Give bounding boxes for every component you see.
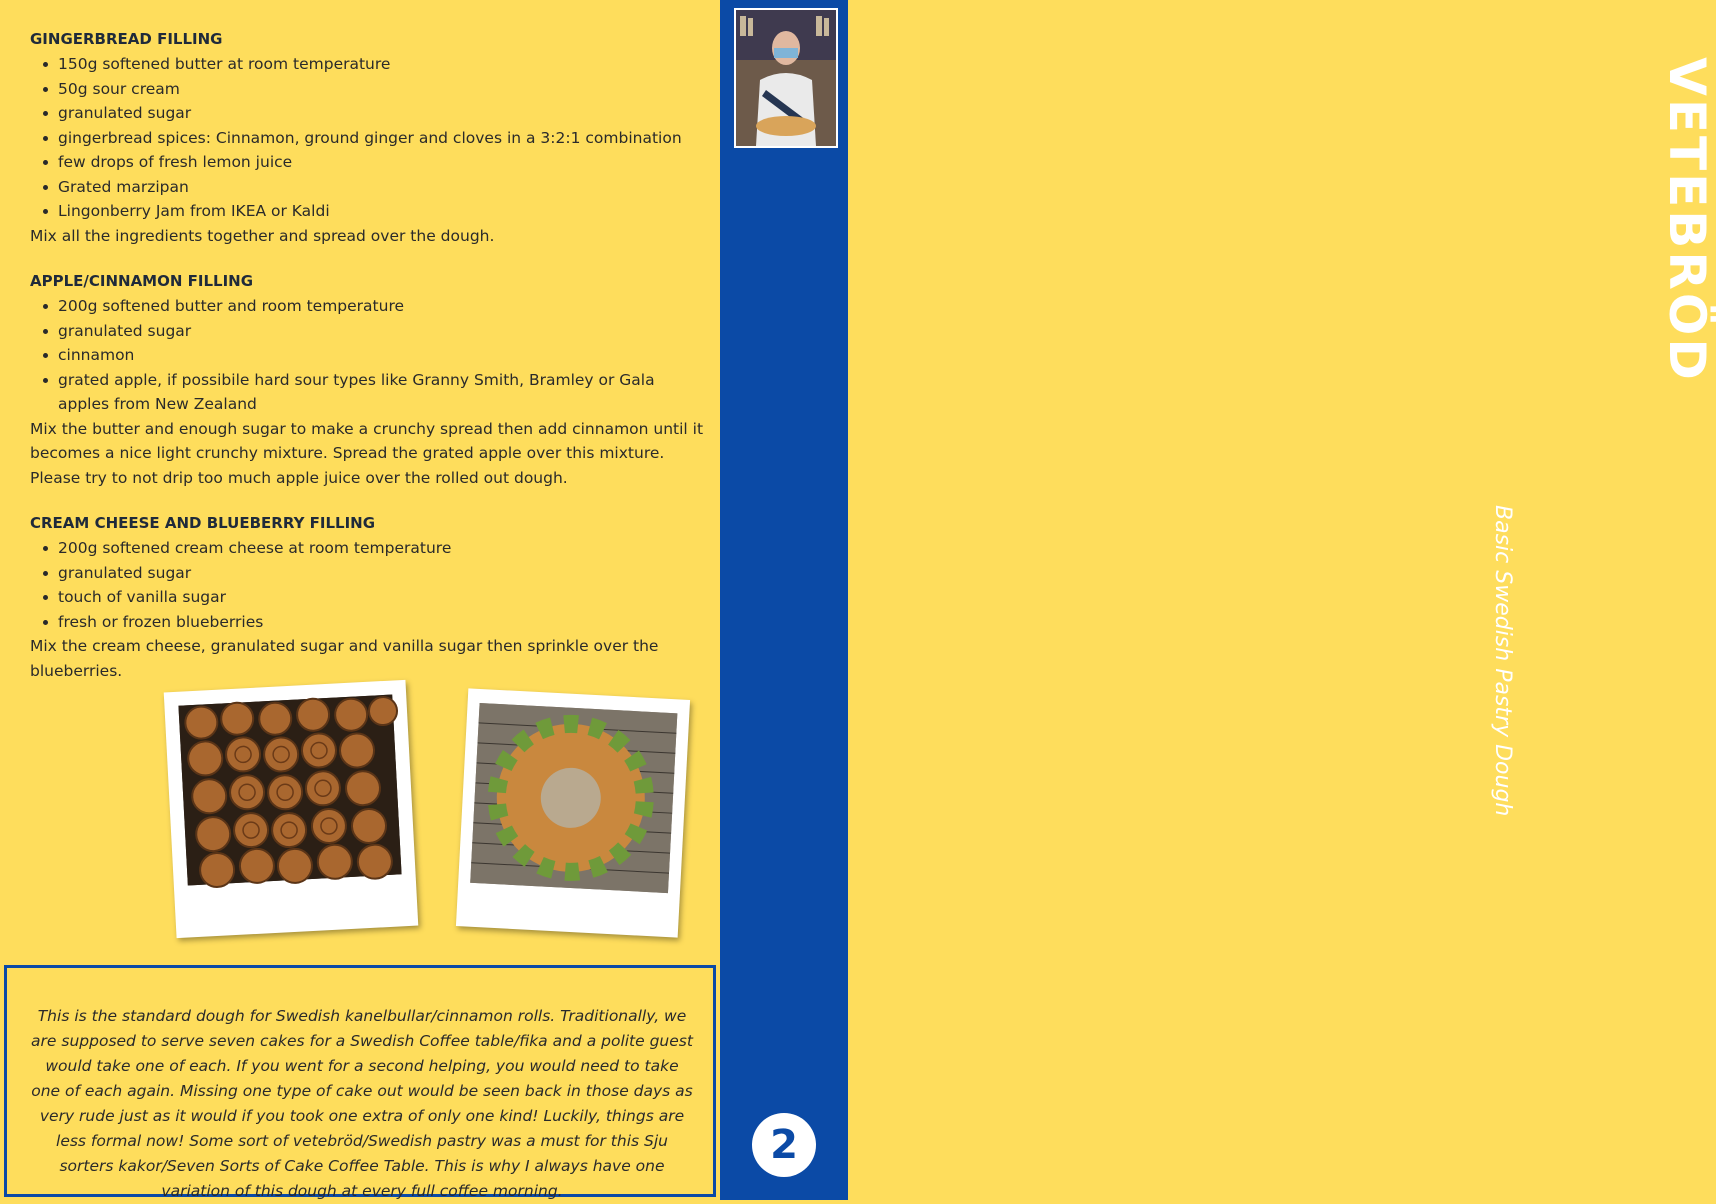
list-item: granulated sugar: [58, 561, 705, 586]
list-item: granulated sugar: [58, 101, 705, 126]
wreath-pastry-photo: [456, 688, 690, 937]
list-item: granulated sugar: [58, 319, 705, 344]
section-heading: CREAM CHEESE AND BLUEBERRY FILLING: [30, 514, 376, 532]
cream-cheese-blueberry-filling-section: [30, 512, 705, 683]
cinnamon-rolls-photo: [164, 680, 419, 938]
list-item: cinnamon: [58, 343, 705, 368]
ingredient-list: [30, 52, 705, 224]
page-subtitle: Basic Swedish Pastry Dough: [1490, 505, 1515, 817]
ingredient-list: [30, 536, 705, 634]
sidebar: [720, 0, 1716, 1200]
gingerbread-filling-section: [30, 28, 705, 248]
page-title: VETEBRÖD: [1657, 57, 1716, 383]
list-item: Lingonberry Jam from IKEA or Kaldi: [58, 199, 705, 224]
cinnamon-rolls-image: [178, 695, 401, 886]
list-item: 50g sour cream: [58, 77, 705, 102]
list-item: 200g softened butter and room temperature: [58, 294, 705, 319]
list-item: gingerbread spices: Cinnamon, ground ginger and cloves in a 3:2:1 combination: [58, 126, 705, 151]
author-photo: [734, 8, 838, 148]
section-heading: APPLE/CINNAMON FILLING: [30, 272, 254, 290]
list-item: fresh or frozen blueberries: [58, 610, 705, 635]
apple-cinnamon-filling-section: [30, 270, 705, 490]
page-number-badge: 2: [752, 1113, 816, 1177]
wreath-pastry-image: [470, 703, 677, 893]
section-note: Mix the cream cheese, granulated sugar and vanilla sugar then sprinkle over the blueberries.: [30, 637, 659, 680]
intro-box: [4, 965, 716, 1200]
ingredient-list: [30, 294, 705, 417]
list-item: 200g softened cream cheese at room temperature: [58, 536, 705, 561]
section-heading: GINGERBREAD FILLING: [30, 30, 223, 48]
section-note: Mix the butter and enough sugar to make a crunchy spread then add cinnamon until it becomes a nice light crunchy mixture. Spread the grated apple over this mixture. Please try to not drip too much apple juice over the rolled out dough.: [30, 419, 704, 487]
list-item: touch of vanilla sugar: [58, 585, 705, 610]
list-item: Grated marzipan: [58, 175, 705, 200]
list-item: few drops of fresh lemon juice: [58, 150, 705, 175]
recipe-content: [30, 28, 705, 705]
intro-text: This is the standard dough for Swedish kanelbullar/cinnamon rolls. Traditionally, we are supposed to serve seven cakes for a Swedish Coffee table/fika and a polite guest would take one of each. If you went for a second helping, you would need to take one of each again. Missing one type of cake out would be seen back in those days as very rude just as it would if you took one extra of only one kind! Luckily, things are less formal now! Some sort of vetebröd/Swedish pastry was a must for this Sju sorters kakor/Seven Sorts of Cake Coffee Table. This is why I always have one variation of this dough at every full coffee morning.: [31, 1006, 693, 1200]
list-item: 150g softened butter at room temperature: [58, 52, 705, 77]
section-note: Mix all the ingredients together and spread over the dough.: [30, 226, 495, 245]
list-item: grated apple, if possibile hard sour types like Granny Smith, Bramley or Gala apples from New Zealand: [58, 368, 705, 417]
